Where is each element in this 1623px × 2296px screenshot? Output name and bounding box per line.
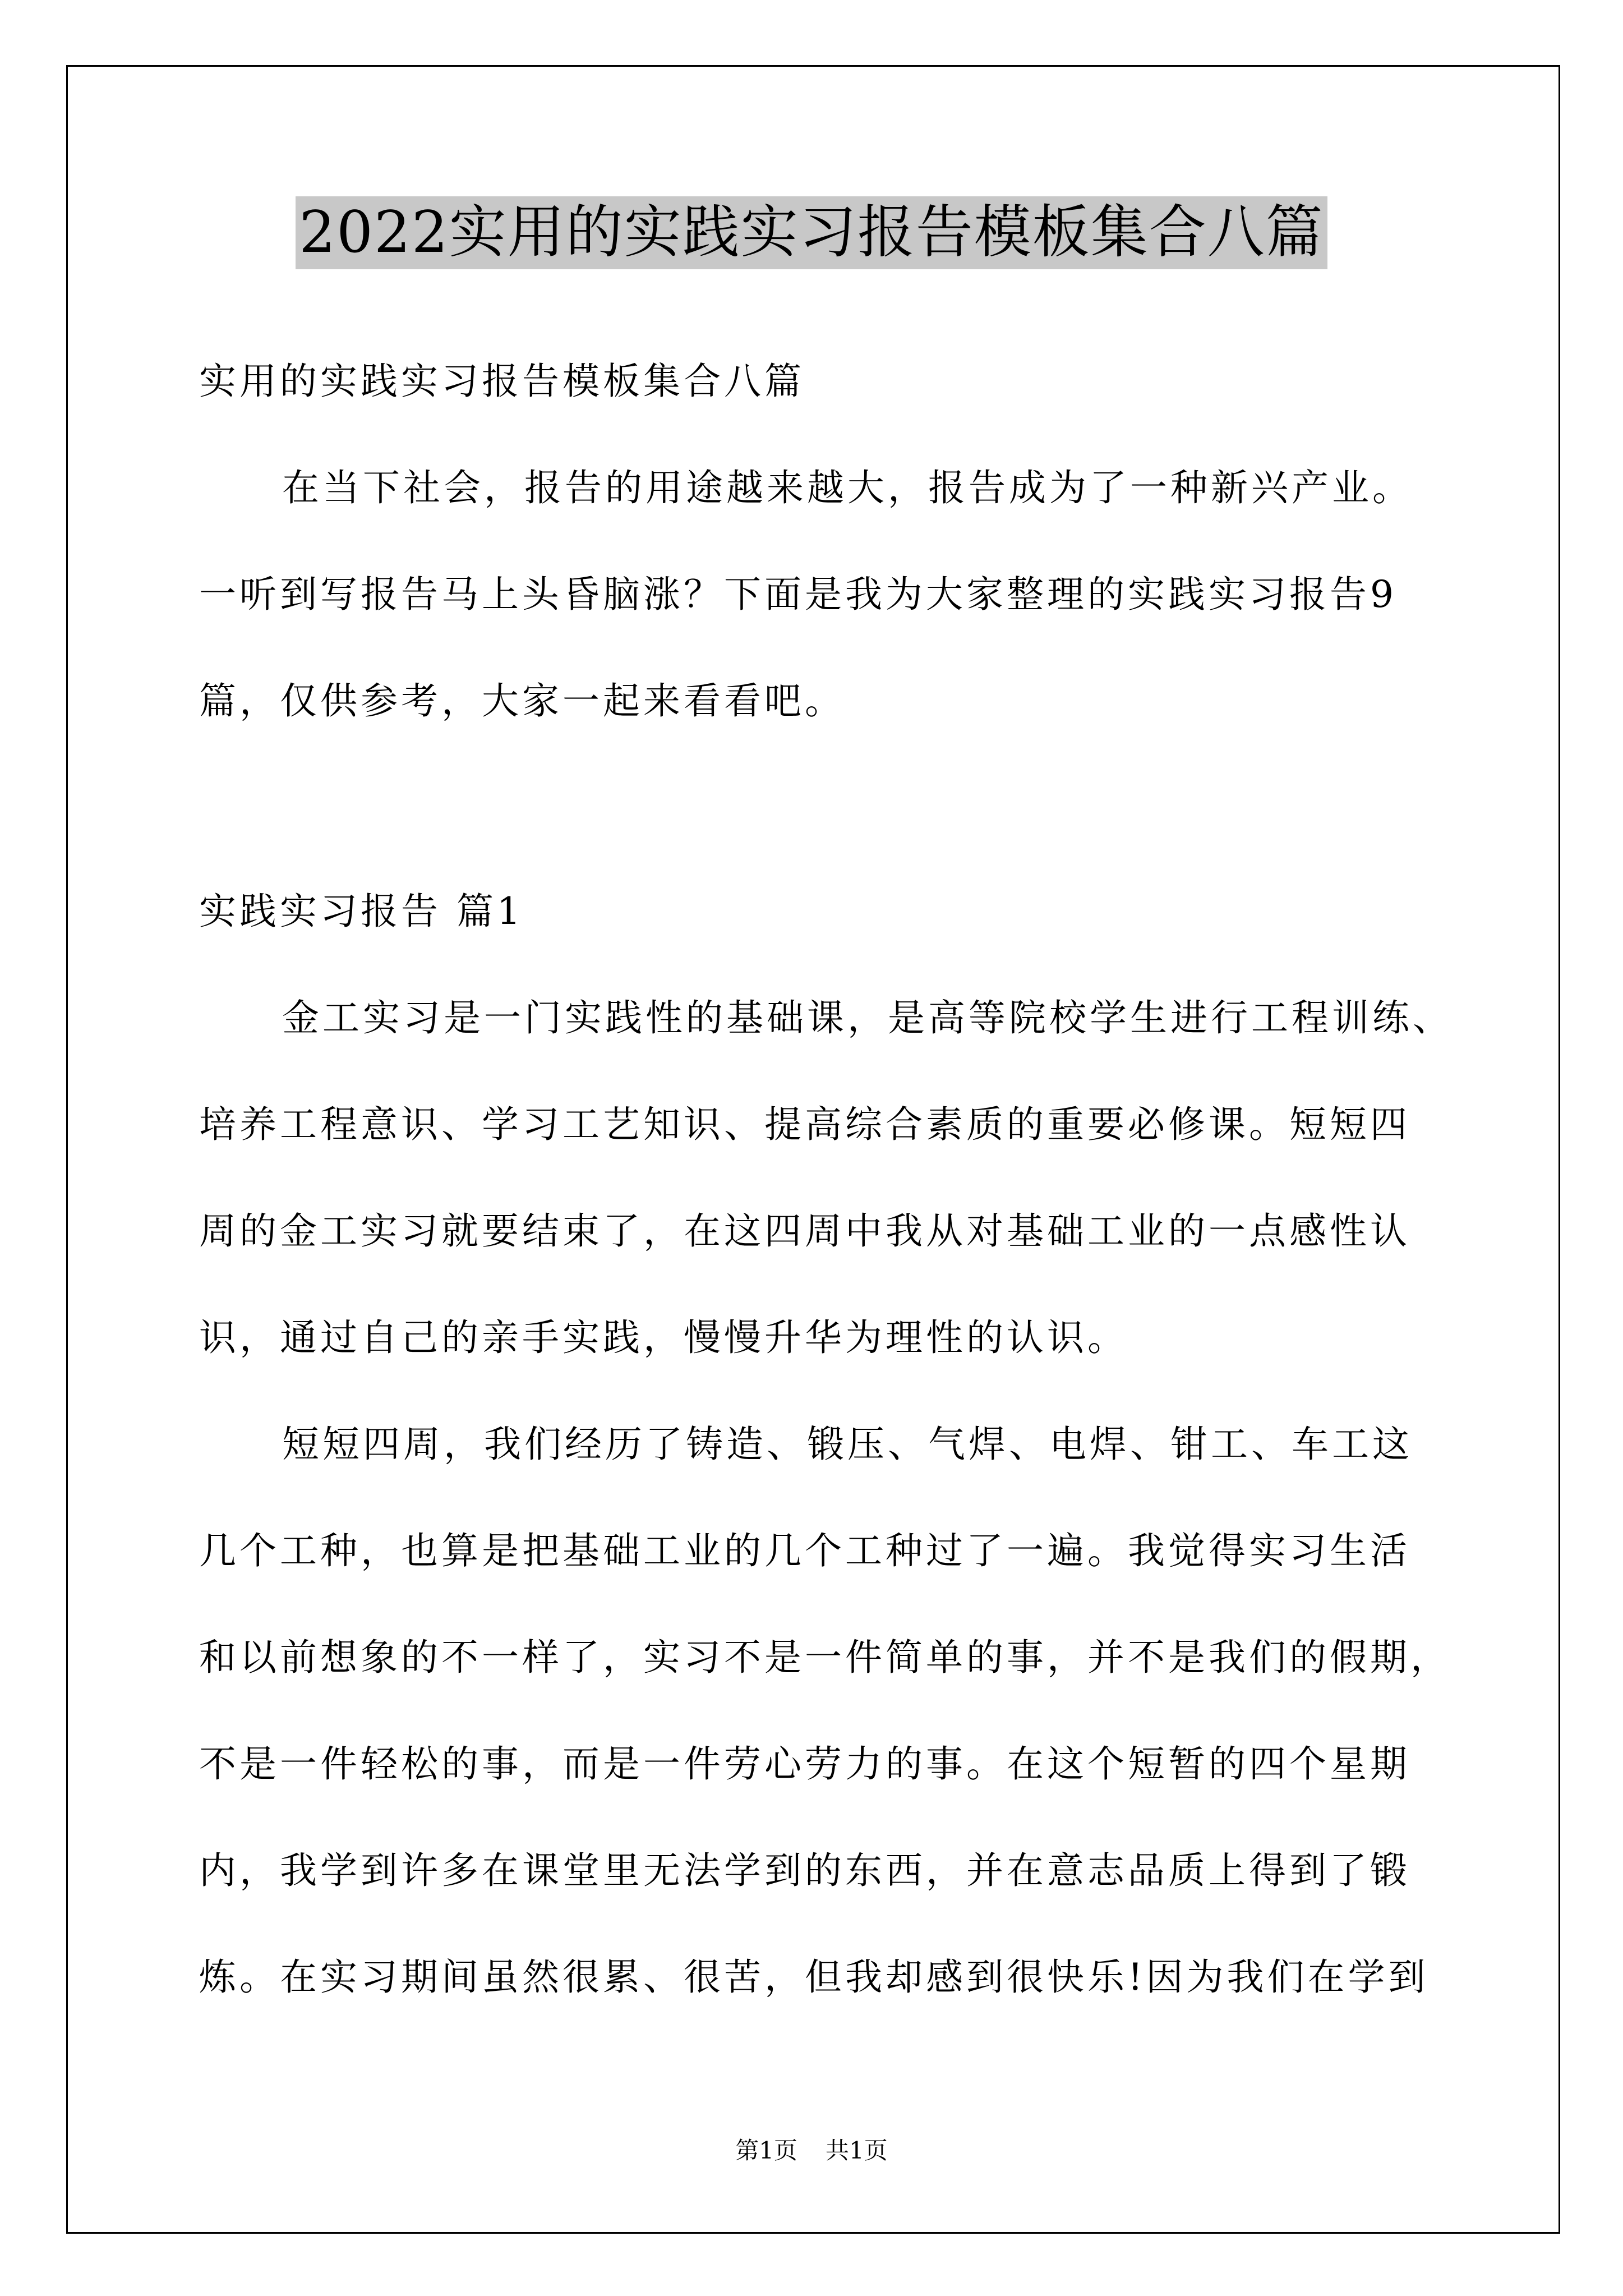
paragraph-line: 短短四周，我们经历了铸造、锻压、气焊、电焊、钳工、车工这 — [282, 1423, 1413, 1466]
document-title: 2022实用的实践实习报告模板集合八篇 — [296, 196, 1327, 269]
paragraph-line: 内，我学到许多在课堂里无法学到的东西，并在意志品质上得到了锻 — [199, 1849, 1410, 1892]
intro-line: 一听到写报告马上头昏脑涨？下面是我为大家整理的实践实习报告9 — [199, 573, 1397, 616]
intro-line: 在当下社会，报告的用途越来越大，报告成为了一种新兴产业。 — [282, 466, 1413, 509]
page-number-current: 第1页 — [735, 2137, 797, 2164]
paragraph-line: 培养工程意识、学习工艺知识、提高综合素质的重要必修课。短短四 — [199, 1103, 1410, 1146]
paragraph-line: 几个工种，也算是把基础工业的几个工种过了一遍。我觉得实习生活 — [199, 1529, 1410, 1572]
intro-line: 篇，仅供参考，大家一起来看看吧。 — [199, 679, 845, 723]
page-number-total: 共1页 — [826, 2137, 888, 2164]
paragraph-line: 识，通过自己的亲手实践，慢慢升华为理性的认识。 — [199, 1316, 1128, 1359]
paragraph-line: 金工实习是一门实践性的基础课，是高等院校学生进行工程训练、 — [282, 996, 1453, 1039]
paragraph-line: 和以前想象的不一样了，实习不是一件简单的事，并不是我们的假期， — [199, 1636, 1451, 1679]
paragraph-line: 周的金工实习就要结束了，在这四周中我从对基础工业的一点感性认 — [199, 1209, 1410, 1253]
page-footer — [0, 2136, 1623, 2165]
section-heading: 实践实习报告 篇1 — [199, 890, 524, 933]
paragraph-line: 不是一件轻松的事，而是一件劳心劳力的事。在这个短暂的四个星期 — [199, 1742, 1410, 1786]
paragraph-line: 炼。在实习期间虽然很累、很苦，但我却感到很快乐!因为我们在学到 — [199, 1955, 1429, 1999]
document-subtitle: 实用的实践实习报告模板集合八篇 — [199, 360, 805, 403]
title-container — [0, 196, 1623, 269]
